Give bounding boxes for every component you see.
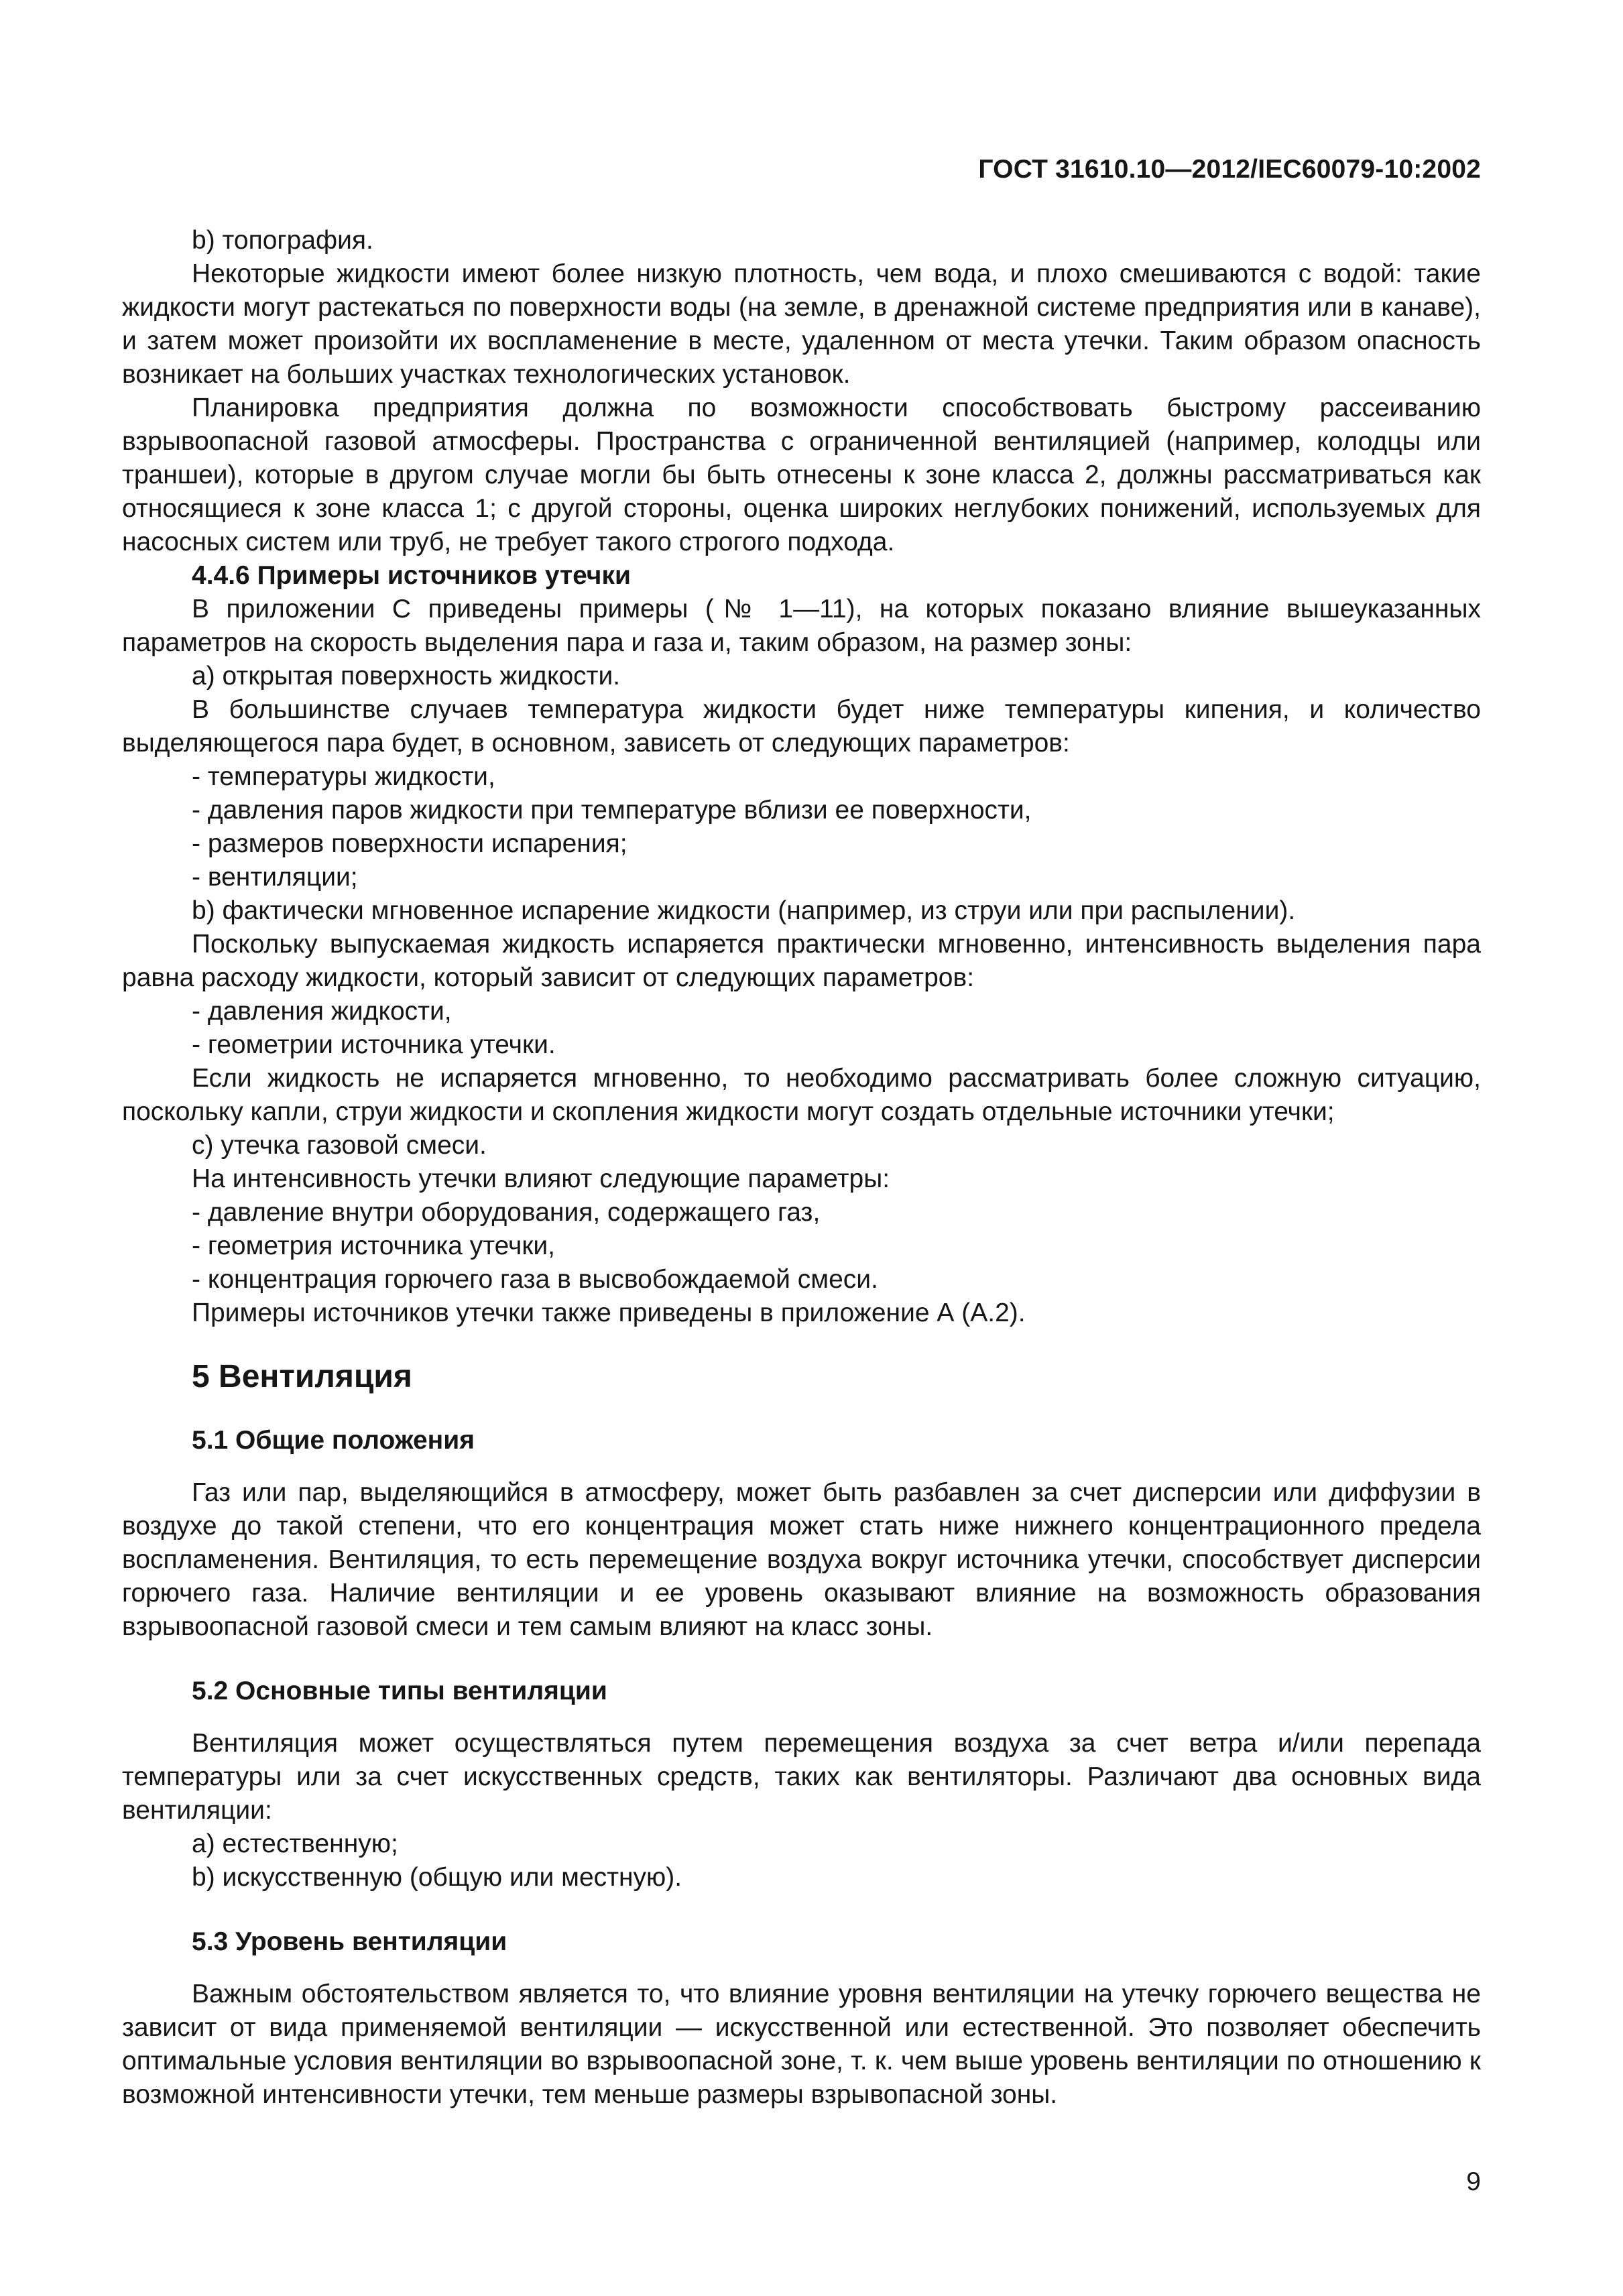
paragraph: Вентиляция может осуществляться путем перемещения воздуха за счет ветра и/или перепада температуры или за счет искусственных средств, таких как вентиляторы. Различают два основных вида вентиляции: [122, 1729, 1481, 1825]
paragraph: В большинстве случаев температура жидкости будет ниже температуры кипения, и количество выделяющегося пара будет, в основном, зависеть от следующих параметров: [122, 695, 1481, 758]
dash-item: - геометрии источника утечки. [192, 1030, 556, 1059]
section-heading-5-2: 5.2 Основные типы вентиляции [192, 1677, 607, 1705]
paragraph: Важным обстоятельством является то, что влияние уровня вентиляции на утечку горючего вещества не зависит от вида применяемой вентиляции — искусственной или естественной. Это позволяет обеспечить оптимальные условия вентиляции во взрывоопасной зоне, т. к. чем выше уровень вентиляции по отношению к возможной интенсивности утечки, тем меньше размеры взрывопасной зоны. [122, 1980, 1481, 2109]
list-item: a) естественную; [192, 1829, 398, 1858]
list-item: b) искусственную (общую или местную). [192, 1863, 682, 1892]
paragraph: Планировка предприятия должна по возможности способствовать быстрому рассеиванию взрывоопасной газовой атмосферы. Пространства с ограниченной вентиляцией (например, колодцы или траншеи), которые в другом случае могли бы быть отнесены к зоне класса 2, должны рассматриваться как относящиеся к зоне класса 1; с другой стороны, оценка широких неглубоких понижений, используемых для насосных систем или труб, не требует такого строгого подхода. [122, 394, 1481, 556]
dash-item: - вентиляции; [192, 863, 358, 892]
list-item: a) открытая поверхность жидкости. [192, 662, 621, 690]
section-heading-5: 5 Вентиляция [192, 1359, 412, 1394]
dash-item: - давления жидкости, [192, 997, 452, 1026]
dash-item: - давление внутри оборудования, содержащего газ, [192, 1198, 821, 1227]
list-item: b) топография. [192, 226, 373, 255]
paragraph: Примеры источников утечки также приведены в приложение А (А.2). [192, 1298, 1026, 1327]
section-heading-5-3: 5.3 Уровень вентиляции [192, 1927, 507, 1956]
document-header: ГОСТ 31610.10—2012/IEC60079-10:2002 [978, 155, 1481, 184]
list-item: b) фактически мгновенное испарение жидкости (например, из струи или при распылении). [192, 896, 1296, 925]
section-heading-4-4-6: 4.4.6 Примеры источников утечки [192, 561, 631, 590]
paragraph: В приложении С приведены примеры (№ 1—11), на которых показано влияние вышеуказанных параметров на скорость выделения пара и газа и, таким образом, на размер зоны: [122, 595, 1481, 657]
paragraph: На интенсивность утечки влияют следующие параметры: [192, 1164, 890, 1193]
dash-item: - размеров поверхности испарения; [192, 829, 627, 858]
paragraph: Газ или пар, выделяющийся в атмосферу, может быть разбавлен за счет дисперсии или диффузии в воздухе до такой степени, что его концентрация может стать ниже нижнего концентрационного предела воспламенения. Вентиляция, то есть перемещение воздуха вокруг источника утечки, способствует дисперсии горючего газа. Наличие вентиляции и ее уровень оказывают влияние на возможность образования взрывоопасной газовой смеси и тем самым влияют на класс зоны. [122, 1478, 1481, 1641]
dash-item: - давления паров жидкости при температуре вблизи ее поверхности, [192, 796, 1032, 825]
paragraph: Некоторые жидкости имеют более низкую плотность, чем вода, и плохо смешиваются с водой: такие жидкости могут растекаться по поверхности воды (на земле, в дренажной системе предприятия или в канаве), и затем может произойти их воспламенение в месте, удаленном от места утечки. Таким образом опасность возникает на больших участках технологических установок. [122, 259, 1481, 389]
page-number: 9 [1466, 2167, 1481, 2196]
dash-item: - температуры жидкости, [192, 762, 495, 791]
paragraph: Поскольку выпускаемая жидкость испаряется практически мгновенно, интенсивность выделения пара равна расходу жидкости, который зависит от следующих параметров: [122, 930, 1481, 992]
list-item: c) утечка газовой смеси. [192, 1131, 487, 1160]
paragraph: Если жидкость не испаряется мгновенно, то необходимо рассматривать более сложную ситуацию, поскольку капли, струи жидкости и скопления жидкости могут создать отдельные источники утечки; [122, 1064, 1481, 1126]
section-heading-5-1: 5.1 Общие положения [192, 1426, 475, 1455]
dash-item: - геометрия источника утечки, [192, 1231, 556, 1260]
dash-item: - концентрация горючего газа в высвобождаемой смеси. [192, 1265, 878, 1294]
